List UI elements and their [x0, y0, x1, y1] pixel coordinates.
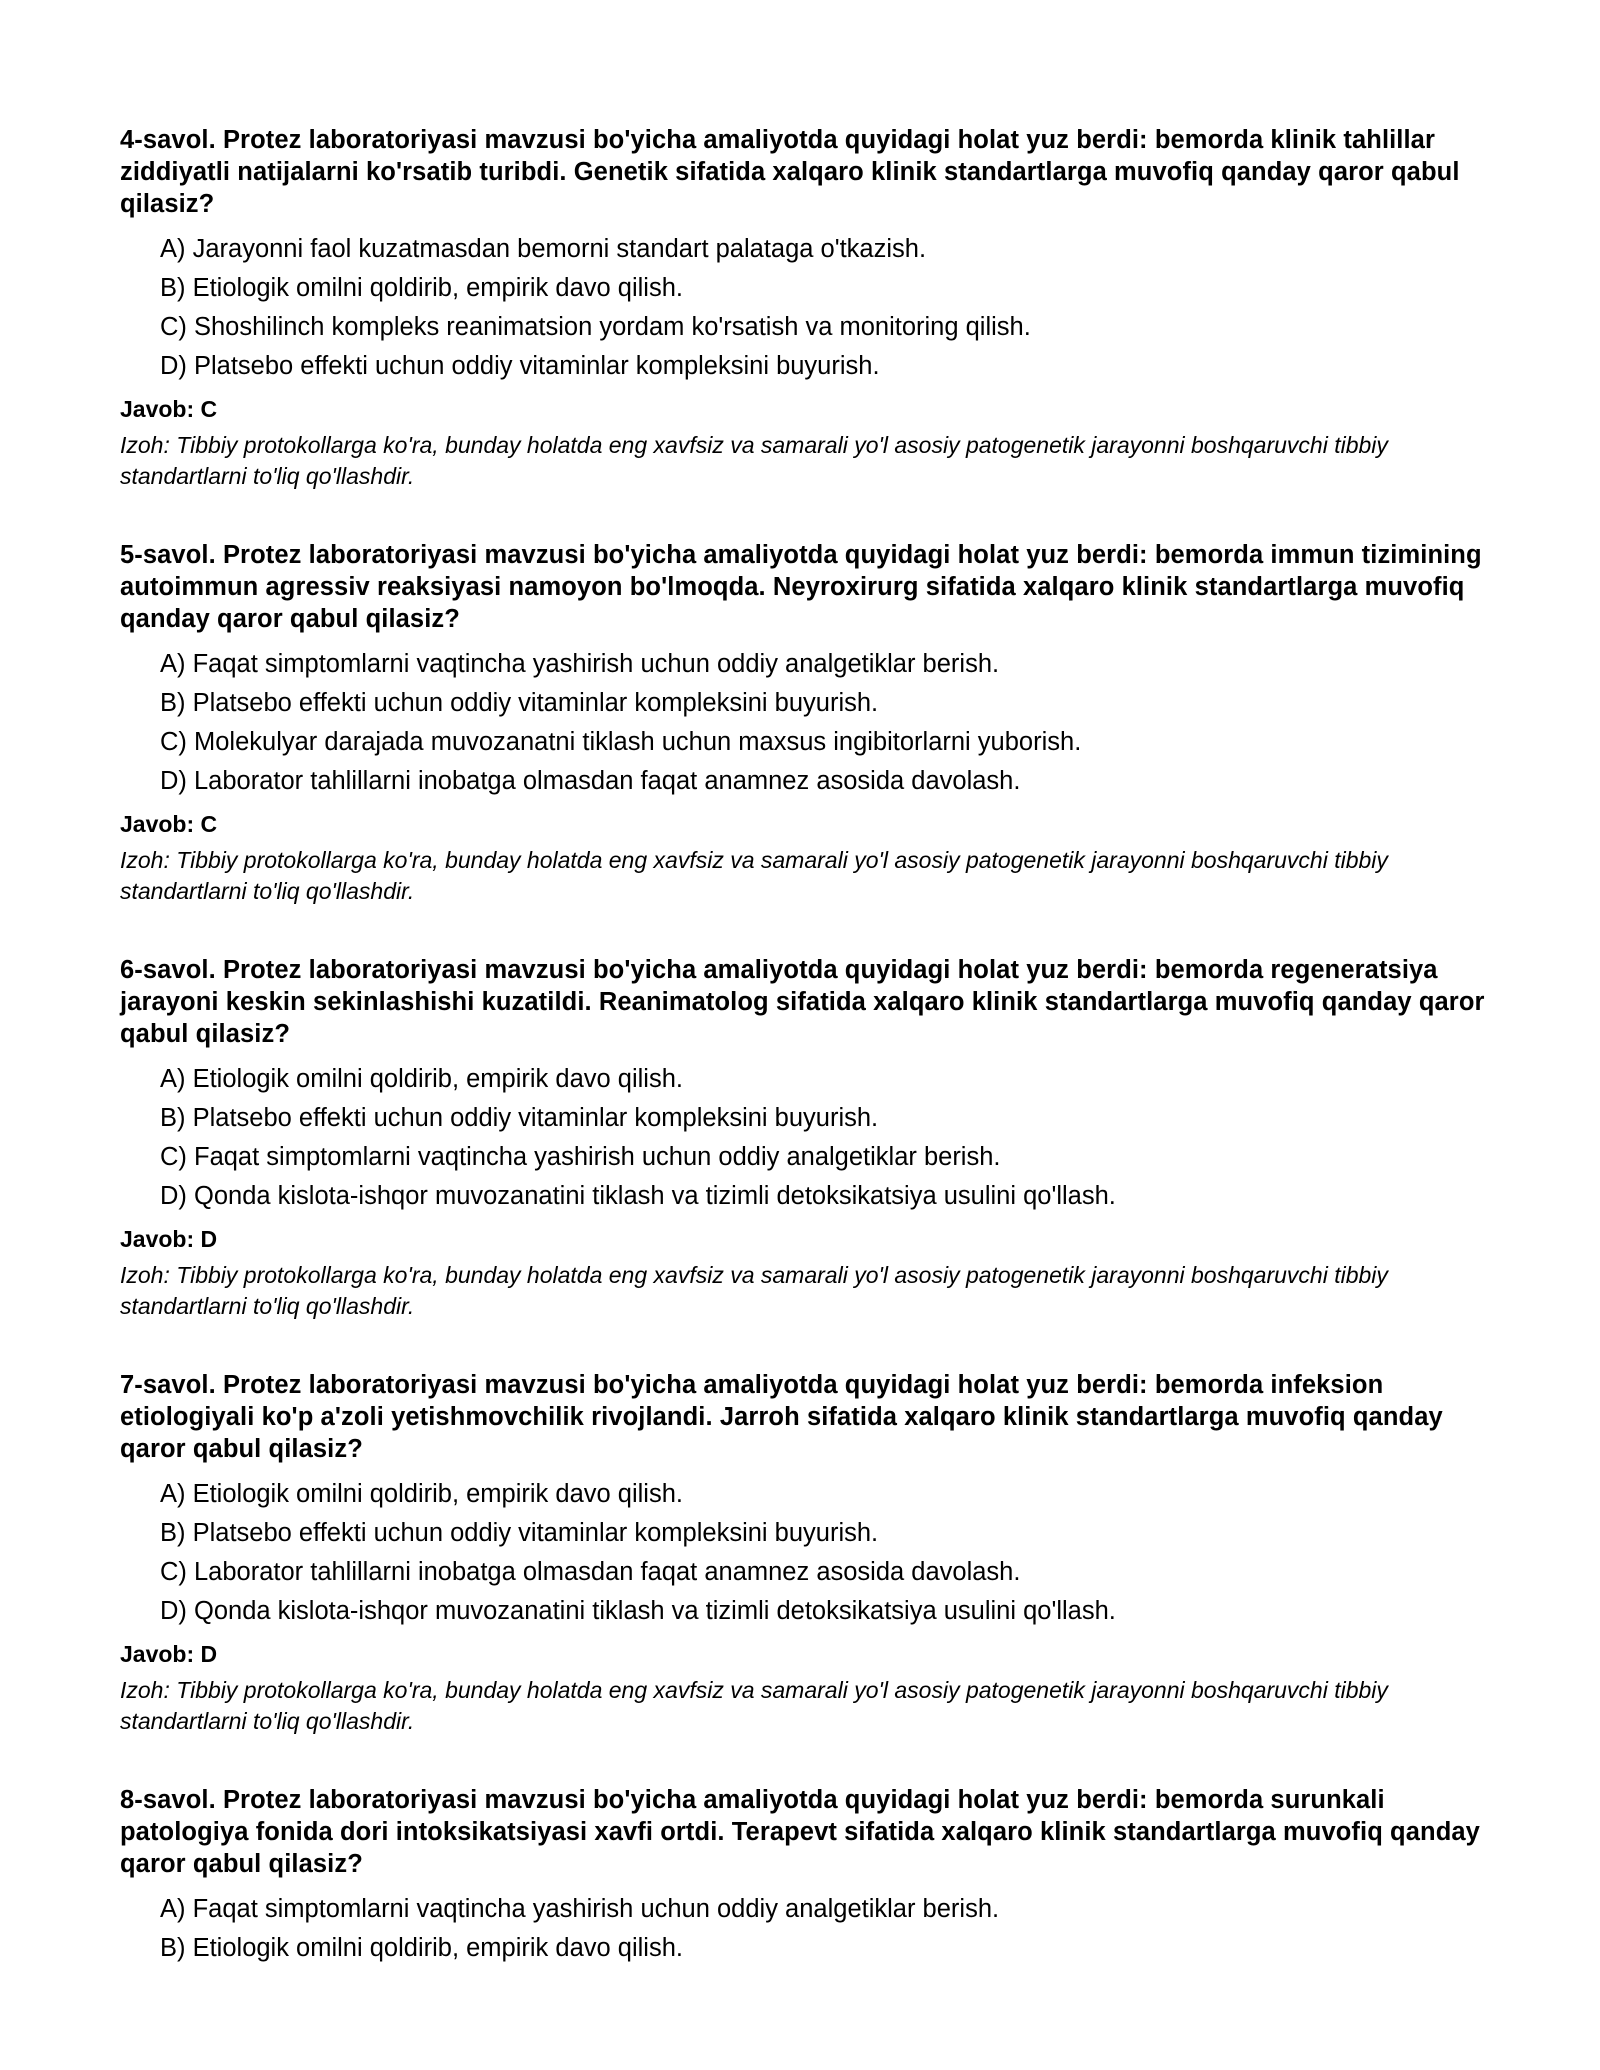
option-b: B) Platsebo effekti uchun oddiy vitaminlar kompleksini buyurish.: [160, 1519, 879, 1547]
explanation-note: Izoh: Tibbiy protokollarga ko'ra, bunday holatda eng xavfsiz va samarali yo'l asosiy patogenetik jarayonni boshqaruvchi tibbiy standartlarni to'liq qo'llashdir.: [120, 1262, 1388, 1319]
document-page: [120, 124, 1490, 2015]
option-c: C) Faqat simptomlarni vaqtincha yashirish uchun oddiy analgetiklar berish.: [160, 1143, 1001, 1171]
answer-line: Javob: D: [120, 1226, 218, 1252]
question-title: 7-savol. Protez laboratoriyasi mavzusi bo'yicha amaliyotda quyidagi holat yuz berdi: bemorda infeksion etiologiyali ko'p a'zoli yetishmovchilik rivojlandi. Jarroh sifatida xalqaro klinik standartlarga muvofiq qanday qaror qabul qilasiz?: [120, 1371, 1443, 1463]
option-list: [120, 1060, 1490, 1216]
option-list: [120, 1475, 1490, 1631]
answer-line: Javob: C: [120, 396, 218, 422]
question-block: [120, 954, 1490, 1322]
option-c: C) Laborator tahlillarni inobatga olmasdan faqat anamnez asosida davolash.: [160, 1558, 1021, 1586]
option-b: B) Platsebo effekti uchun oddiy vitaminlar kompleksini buyurish.: [160, 1104, 879, 1132]
answer-line: Javob: D: [120, 1641, 218, 1667]
question-block: [120, 124, 1490, 492]
question-block: [120, 539, 1490, 907]
question-title: 4-savol. Protez laboratoriyasi mavzusi bo'yicha amaliyotda quyidagi holat yuz berdi: bemorda klinik tahlillar ziddiyatli natijalarni ko'rsatib turibdi. Genetik sifatida xalqaro klinik standartlarga muvofiq qanday qaror qabul qilasiz?: [120, 126, 1460, 218]
question-title: 8-savol. Protez laboratoriyasi mavzusi bo'yicha amaliyotda quyidagi holat yuz berdi: bemorda surunkali patologiya fonida dori intoksikatsiyasi xavfi ortdi. Terapevt sifatida xalqaro klinik standartlarga muvofiq qanday qaror qabul qilasiz?: [120, 1786, 1480, 1878]
explanation-note: Izoh: Tibbiy protokollarga ko'ra, bunday holatda eng xavfsiz va samarali yo'l asosiy patogenetik jarayonni boshqaruvchi tibbiy standartlarni to'liq qo'llashdir.: [120, 847, 1388, 904]
option-b: B) Etiologik omilni qoldirib, empirik davo qilish.: [160, 274, 683, 302]
option-c: C) Molekulyar darajada muvozanatni tiklash uchun maxsus ingibitorlarni yuborish.: [160, 728, 1082, 756]
explanation-note: Izoh: Tibbiy protokollarga ko'ra, bunday holatda eng xavfsiz va samarali yo'l asosiy patogenetik jarayonni boshqaruvchi tibbiy standartlarni to'liq qo'llashdir.: [120, 1677, 1388, 1734]
option-a: A) Etiologik omilni qoldirib, empirik davo qilish.: [160, 1065, 683, 1093]
option-d: D) Laborator tahlillarni inobatga olmasdan faqat anamnez asosida davolash.: [160, 767, 1021, 795]
question-title: 6-savol. Protez laboratoriyasi mavzusi bo'yicha amaliyotda quyidagi holat yuz berdi: bemorda regeneratsiya jarayoni keskin sekinlashishi kuzatildi. Reanimatolog sifatida xalqaro klinik standartlarga muvofiq qanday qaror qabul qilasiz?: [120, 956, 1485, 1048]
option-b: B) Etiologik omilni qoldirib, empirik davo qilish.: [160, 1934, 683, 1962]
option-c: C) Shoshilinch kompleks reanimatsion yordam ko'rsatish va monitoring qilish.: [160, 313, 1031, 341]
option-d: D) Platsebo effekti uchun oddiy vitaminlar kompleksini buyurish.: [160, 352, 880, 380]
option-a: A) Etiologik omilni qoldirib, empirik davo qilish.: [160, 1480, 683, 1508]
answer-line: Javob: C: [120, 811, 218, 837]
question-block: [120, 1369, 1490, 1737]
option-a: A) Jarayonni faol kuzatmasdan bemorni standart palataga o'tkazish.: [160, 235, 927, 263]
option-list: [120, 230, 1490, 386]
option-list: [120, 1890, 1490, 1968]
option-d: D) Qonda kislota-ishqor muvozanatini tiklash va tizimli detoksikatsiya usulini qo'llash.: [160, 1597, 1116, 1625]
option-a: A) Faqat simptomlarni vaqtincha yashirish uchun oddiy analgetiklar berish.: [160, 1895, 1000, 1923]
option-b: B) Platsebo effekti uchun oddiy vitaminlar kompleksini buyurish.: [160, 689, 879, 717]
option-a: A) Faqat simptomlarni vaqtincha yashirish uchun oddiy analgetiklar berish.: [160, 650, 1000, 678]
explanation-note: Izoh: Tibbiy protokollarga ko'ra, bunday holatda eng xavfsiz va samarali yo'l asosiy patogenetik jarayonni boshqaruvchi tibbiy standartlarni to'liq qo'llashdir.: [120, 432, 1388, 489]
option-list: [120, 645, 1490, 801]
question-title: 5-savol. Protez laboratoriyasi mavzusi bo'yicha amaliyotda quyidagi holat yuz berdi: bemorda immun tizimining autoimmun agressiv reaksiyasi namoyon bo'lmoqda. Neyroxirurg sifatida xalqaro klinik standartlarga muvofiq qanday qaror qabul qilasiz?: [120, 541, 1482, 633]
question-block: [120, 1784, 1490, 1968]
option-d: D) Qonda kislota-ishqor muvozanatini tiklash va tizimli detoksikatsiya usulini qo'llash.: [160, 1182, 1116, 1210]
